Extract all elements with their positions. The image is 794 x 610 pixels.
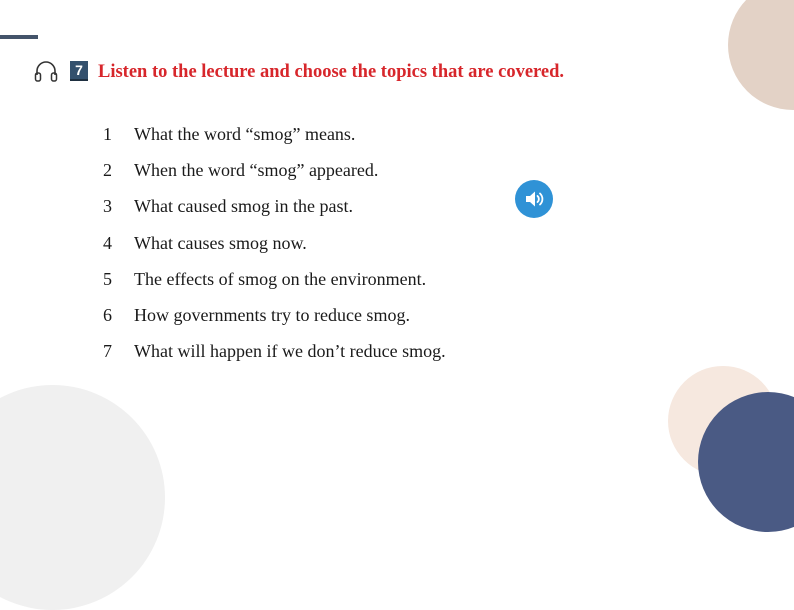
topic-item <box>103 116 446 152</box>
decorative-circle-top-right <box>728 0 794 110</box>
topic-number: 6 <box>103 305 112 326</box>
topic-text: The effects of smog on the environment. <box>134 268 427 289</box>
topic-text: What causes smog now. <box>134 232 307 253</box>
topic-text: What the word “smog” means. <box>134 123 356 144</box>
decorative-circle-bottom-left <box>0 385 165 610</box>
exercise-instruction: Listen to the lecture and choose the topics that are covered. <box>98 62 565 82</box>
topic-item <box>103 297 446 333</box>
topic-text: How governments try to reduce smog. <box>134 305 410 326</box>
topic-text: What will happen if we don’t reduce smog. <box>134 341 446 362</box>
topic-list <box>103 116 446 370</box>
topic-number: 4 <box>103 232 112 253</box>
topic-item <box>103 189 446 225</box>
topic-number: 2 <box>103 159 112 180</box>
top-accent-line <box>0 35 38 39</box>
topic-number: 5 <box>103 268 112 289</box>
topic-item <box>103 261 446 297</box>
topic-text: What caused smog in the past. <box>134 196 353 217</box>
topic-number: 3 <box>103 196 112 217</box>
topic-text: When the word “smog” appeared. <box>134 159 379 180</box>
topic-item <box>103 225 446 261</box>
topic-number: 7 <box>103 341 112 362</box>
topic-item <box>103 152 446 188</box>
play-audio-button[interactable] <box>515 180 553 218</box>
headphones-icon <box>33 58 59 84</box>
exercise-number-badge: 7 <box>70 61 88 81</box>
topic-item <box>103 334 446 370</box>
speaker-icon <box>523 188 545 210</box>
topic-number: 1 <box>103 123 112 144</box>
